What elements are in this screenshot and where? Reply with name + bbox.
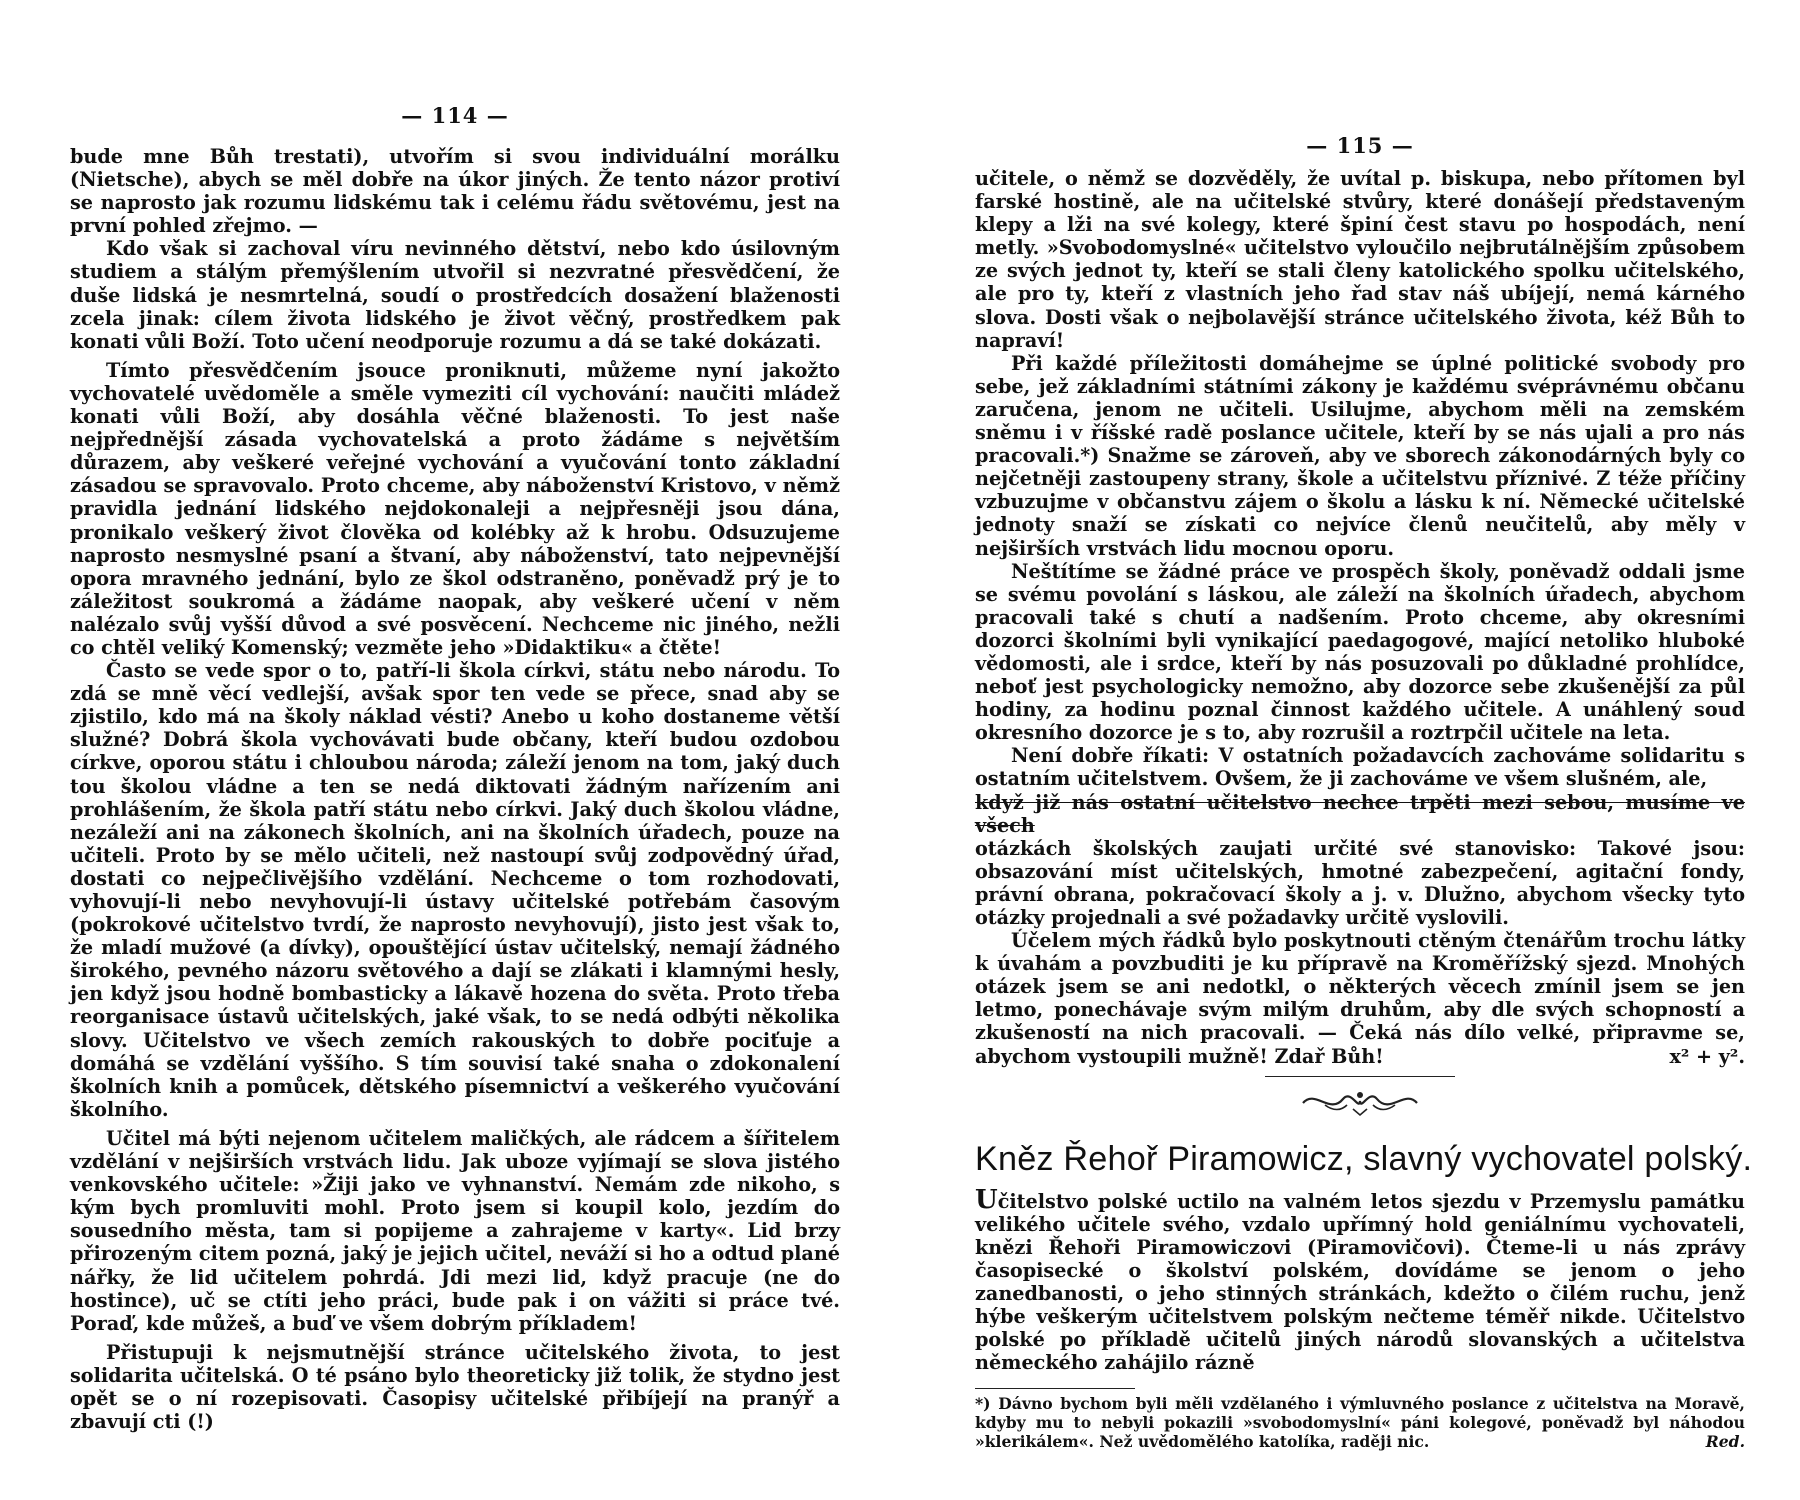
paragraph: bude mne Bůh trestati), utvořím si svou individuální morálku (Nietsche), abych se měl dobře na úkor jiných. Že tento názor protiví se naprosto jak rozumu lidskému tak i celému řádu světovému, jest na první pohled zřejmo. — bbox=[70, 145, 840, 238]
struck-line: když již nás ostatní učitelstvo nechce trpěti mezi sebou, musíme ve všech bbox=[975, 790, 1745, 837]
paragraph: Není dobře říkati: V ostatních požadavcích zachováme solidaritu s ostatním učitelstvem. Ovšem, že ji zachováme ve všem slušném, ale, bbox=[975, 744, 1745, 791]
left-page bbox=[70, 0, 840, 1500]
paragraph-conclusion bbox=[975, 929, 1745, 1068]
page-number-right: — 115 — bbox=[1306, 133, 1414, 158]
paragraph: učitele, o němž se dozvěděly, že uvítal p. biskupa, nebo přítomen byl farské hostině, ale na učitelské stvůry, které donášejí představeným klepy a lži na své kolegy, které špiní čest stavu po hospodách, není metly. »Svobodomyslné« učitelstvo vyloučilo nejbrutálnějším způsobem ze svých jednot ty, kteří se stali členy katolického spolku učitelského, ale pro ty, kteří z vlastních jeho řad stav náš ubíjejí, nemá kárného slova. Dosti však o nejbolavější stránce učitelského života, kéž Bůh to napraví! bbox=[975, 167, 1745, 352]
footnote-text: *) Dávno bychom byli měli vzdělaného i výmluvného poslance z učitelstva na Moravě, kdyby mu to nebyli pokazili »svobodomyslní« páni kolegové, poněvadž byl náhodou »klerikálem«. Než uvědomělého katolíka, raději nic. bbox=[975, 1394, 1745, 1451]
article-title: Kněz Řehoř Piramowicz, slavný vychovatel polský. bbox=[975, 1139, 1753, 1178]
right-page bbox=[975, 0, 1753, 1500]
paragraph: Kdo však si zachoval víru nevinného dětství, nebo kdo úsilovným studiem a stálým přemýšlením utvořil si nezvratné přesvědčení, že duše lidská je nesmrtelná, soudí o prostředcích dosažení blaženosti zcela jinak: cílem života lidského je život věčný, prostředkem pak konati vůli Boží. Toto učení neodporuje rozumu a dá se také dokázati. bbox=[70, 237, 840, 353]
footnote-sign: Red. bbox=[1705, 1431, 1745, 1451]
page-number-left: — 114 — bbox=[401, 103, 509, 128]
article-body bbox=[975, 1184, 1745, 1375]
footnote-rule bbox=[975, 1388, 1135, 1389]
paragraph: Přistupuji k nejsmutnější stránce učitelského života, to jest solidarita učitelská. O té psáno bylo theoreticky již tolik, že stydno jest opět se o ní rozepisovati. Časopisy učitelské přibíjejí na pranýř a zbavují cti (!) bbox=[70, 1340, 840, 1434]
end-rule bbox=[1265, 1076, 1455, 1077]
paragraph: Při každé příležitosti domáhejme se úplné politické svobody pro sebe, jež základními státními zákony je každému svéprávnému občanu zaručena, jenom ne učiteli. Usilujme, abychom měli na zemském sněmu i v říšské radě poslance učitele, kteří by se nás ujali a pro nás pracovali.*) Snažme se zároveň, aby ve sborech zákonodárných byly co nejčetněji zastoupeny strany, škole a učitelstvu příznivé. Z téže příčiny vzbuzujme v občanstvu zájem o školu a lásku k ní. Německé učitelské jednoty snaží se získati co nejvíce členů neučitelů, aby měly v nejširších vrstvách lidu mocnou oporu. bbox=[975, 351, 1745, 560]
paragraph: Učitel má býti nejenom učitelem maličkých, ale rádcem a šířitelem vzdělání v nejširších vrstvách lidu. Jak uboze vyjímají se slova jistého venkovského učitele: »Žiji jako ve vyhnanství. Nemám zde nikoho, s kým bych promluviti mohl. Proto jsem si koupil kolo, jezdím do sousedního města, tam si popijeme a zahrajeme v karty«. Lid brzy přirozeným citem pozná, jaký je jejich učitel, neváží si ho a odtud plané nářky, že lid učitelem pohrdá. Jdi mezi lid, když pracuje (ne do hostince), uč se ctíti jeho práci, bude pak i on vážiti si práce tvé. Poraď, kde můžeš, a buď ve všem dobrým příkladem! bbox=[70, 1126, 840, 1335]
paragraph: Tímto přesvědčením jsouce proniknuti, můžeme nyní jakožto vychovatelé uvědoměle a směle vymeziti cíl vychování: naučiti mládež konati vůli Boží, aby dosáhla věčné blaženosti. To jest naše nejpřednější zásada vychovatelská a proto žádáme s největším důrazem, aby veškeré veřejné vychování a vyučování tonto základní zásadou se spravovalo. Proto chceme, aby náboženství Kristovo, v němž pravidla jednání lidského nejdokonaleji a nejpřesněji jsou dána, pronikalo veškerý život člověka od kolébky až k hrobu. Odsuzujeme naprosto nesmyslné psaní a štvaní, aby náboženství, tato nejpevnější opora mravného jednání, bylo ze škol odstraněno, poněvadž prý je to záležitost soukromá a žádáme naopak, aby veškeré učení v něm nalézalo svůj vyšší důvod a své posvěcení. Nechceme nic jiného, nežli co chtěl veliký Komenský; vezměte jeho »Didaktiku« a čtěte! bbox=[70, 358, 840, 659]
ornament-icon bbox=[1295, 1081, 1425, 1119]
article-text: čitelstvo polské uctilo na valném letos sjezdu v Przemyslu památku velikého učitele svého, vzdalo upřímný hold geniálnímu vychovateli, knězi Řehoři Piramowiczovi (Piramovičovi). Čteme-li u nás zprávy časopisecké o školství polském, dovídáme se jenom o jeho zanedbanosti, o jeho stinných stránkách, kdežto o čilém ruchu, jenž hýbe veškerým učitelstvem polským nečteme téměř nikde. Učitelstvo polské po příkladě učitelů jiných národů slovanských a učitelstva německého zahájilo rázně bbox=[975, 1189, 1745, 1375]
paragraph: Neštítíme se žádné práce ve prospěch školy, poněvadž oddali jsme se svému povolání s láskou, ale záleží na školních úřadech, abychom pracovali také s chutí a nadšením. Proto chceme, aby okresními dozorci školními byli vynikající paedagogové, mající netoliko hluboké vědomosti, ale i srdce, kteří by nás posuzovali po důkladné prohlídce, neboť jest psychologicky nemožno, aby dozorce sebe zkušenější za půl hodiny, za hodinu poznal činnost každého učitele. A unáhlený soud okresního dozorce je s to, aby rozrušil a roztrpčil učitele na leta. bbox=[975, 559, 1745, 745]
author-signature: x² + y². bbox=[1669, 1044, 1745, 1068]
paragraph: otázkách školských zaujati určité své stanovisko: Takové jsou: obsazování míst učitelských, hmotné zabezpečení, agitační fondy, právní obrana, pokračovací školy a j. v. Dlužno, abychom všecky tyto otázky projednali a své požadavky určitě vyslovili. bbox=[975, 836, 1745, 929]
conclusion-text: Účelem mých řádků bylo poskytnouti ctěným čtenářům trochu látky k úvahám a povzbuditi je ku přípravě na Kroměřížský sjezd. Mnohých otázek jsem se ani nedotkl, o některých věcech zmínil jsem se jen letmo, ponechávaje svým milým druhům, aby dle svých schopností a zkušeností na nich pracovali. — Čeká nás dílo velké, připravme se, abychom vystoupili mužně! Zdař Bůh! bbox=[975, 929, 1745, 1068]
paragraph: Často se vede spor o to, patří-li škola církvi, státu nebo národu. To zdá se mně věcí vedlejší, avšak spor ten vede se přece, snad aby se zjistilo, kdo má na školy náklad vésti? Anebo u koho dostaneme větší služné? Dobrá škola vychovávati bude občany, kteří budou ozdobou církve, oporou státu i chloubou národa; záleží jenom na tom, jaký duch tou školou vládne a ten se nedá diktovati žádným nařízením ani prohlášením, že škola patří státu nebo církvi. Jaký duch školou vládne, nezáleží ani na zákonech školních, ani na školních úřadech, pouze na učiteli. Proto by se mělo učiteli, než nastoupí svůj zodpovědný úřad, dostati co nejpečlivějšího vzdělání. Nechceme o tom rozhodovati, vyhovují-li nebo nevyhovují-li ústavy učitelské potřebám časovým (pokrokové učitelstvo tvrdí, že naprosto nevyhovují), jisto jest však to, že mladí mužové (a dívky), opouštějící ústav učitelský, nemají žádného širokého, pevného názoru světového a dají se zlákati i klamnými hesly, jen když jsou hodně bombasticky a lákavě hozena do světa. Proto třeba reorganisace ústavů učitelských, jaké však, to se nedá odbýti několika slovy. Učitelstvo ve všech zemích rakouských to dobře pociťuje a domáhá se vzdělání vyššího. S tím souvisí také snaha o zdokonalení školních knih a pomůcek, dětského písemnictví a veškerého vyučování školního. bbox=[70, 659, 840, 1121]
drop-cap: U bbox=[975, 1184, 998, 1215]
footnote bbox=[975, 1395, 1745, 1451]
